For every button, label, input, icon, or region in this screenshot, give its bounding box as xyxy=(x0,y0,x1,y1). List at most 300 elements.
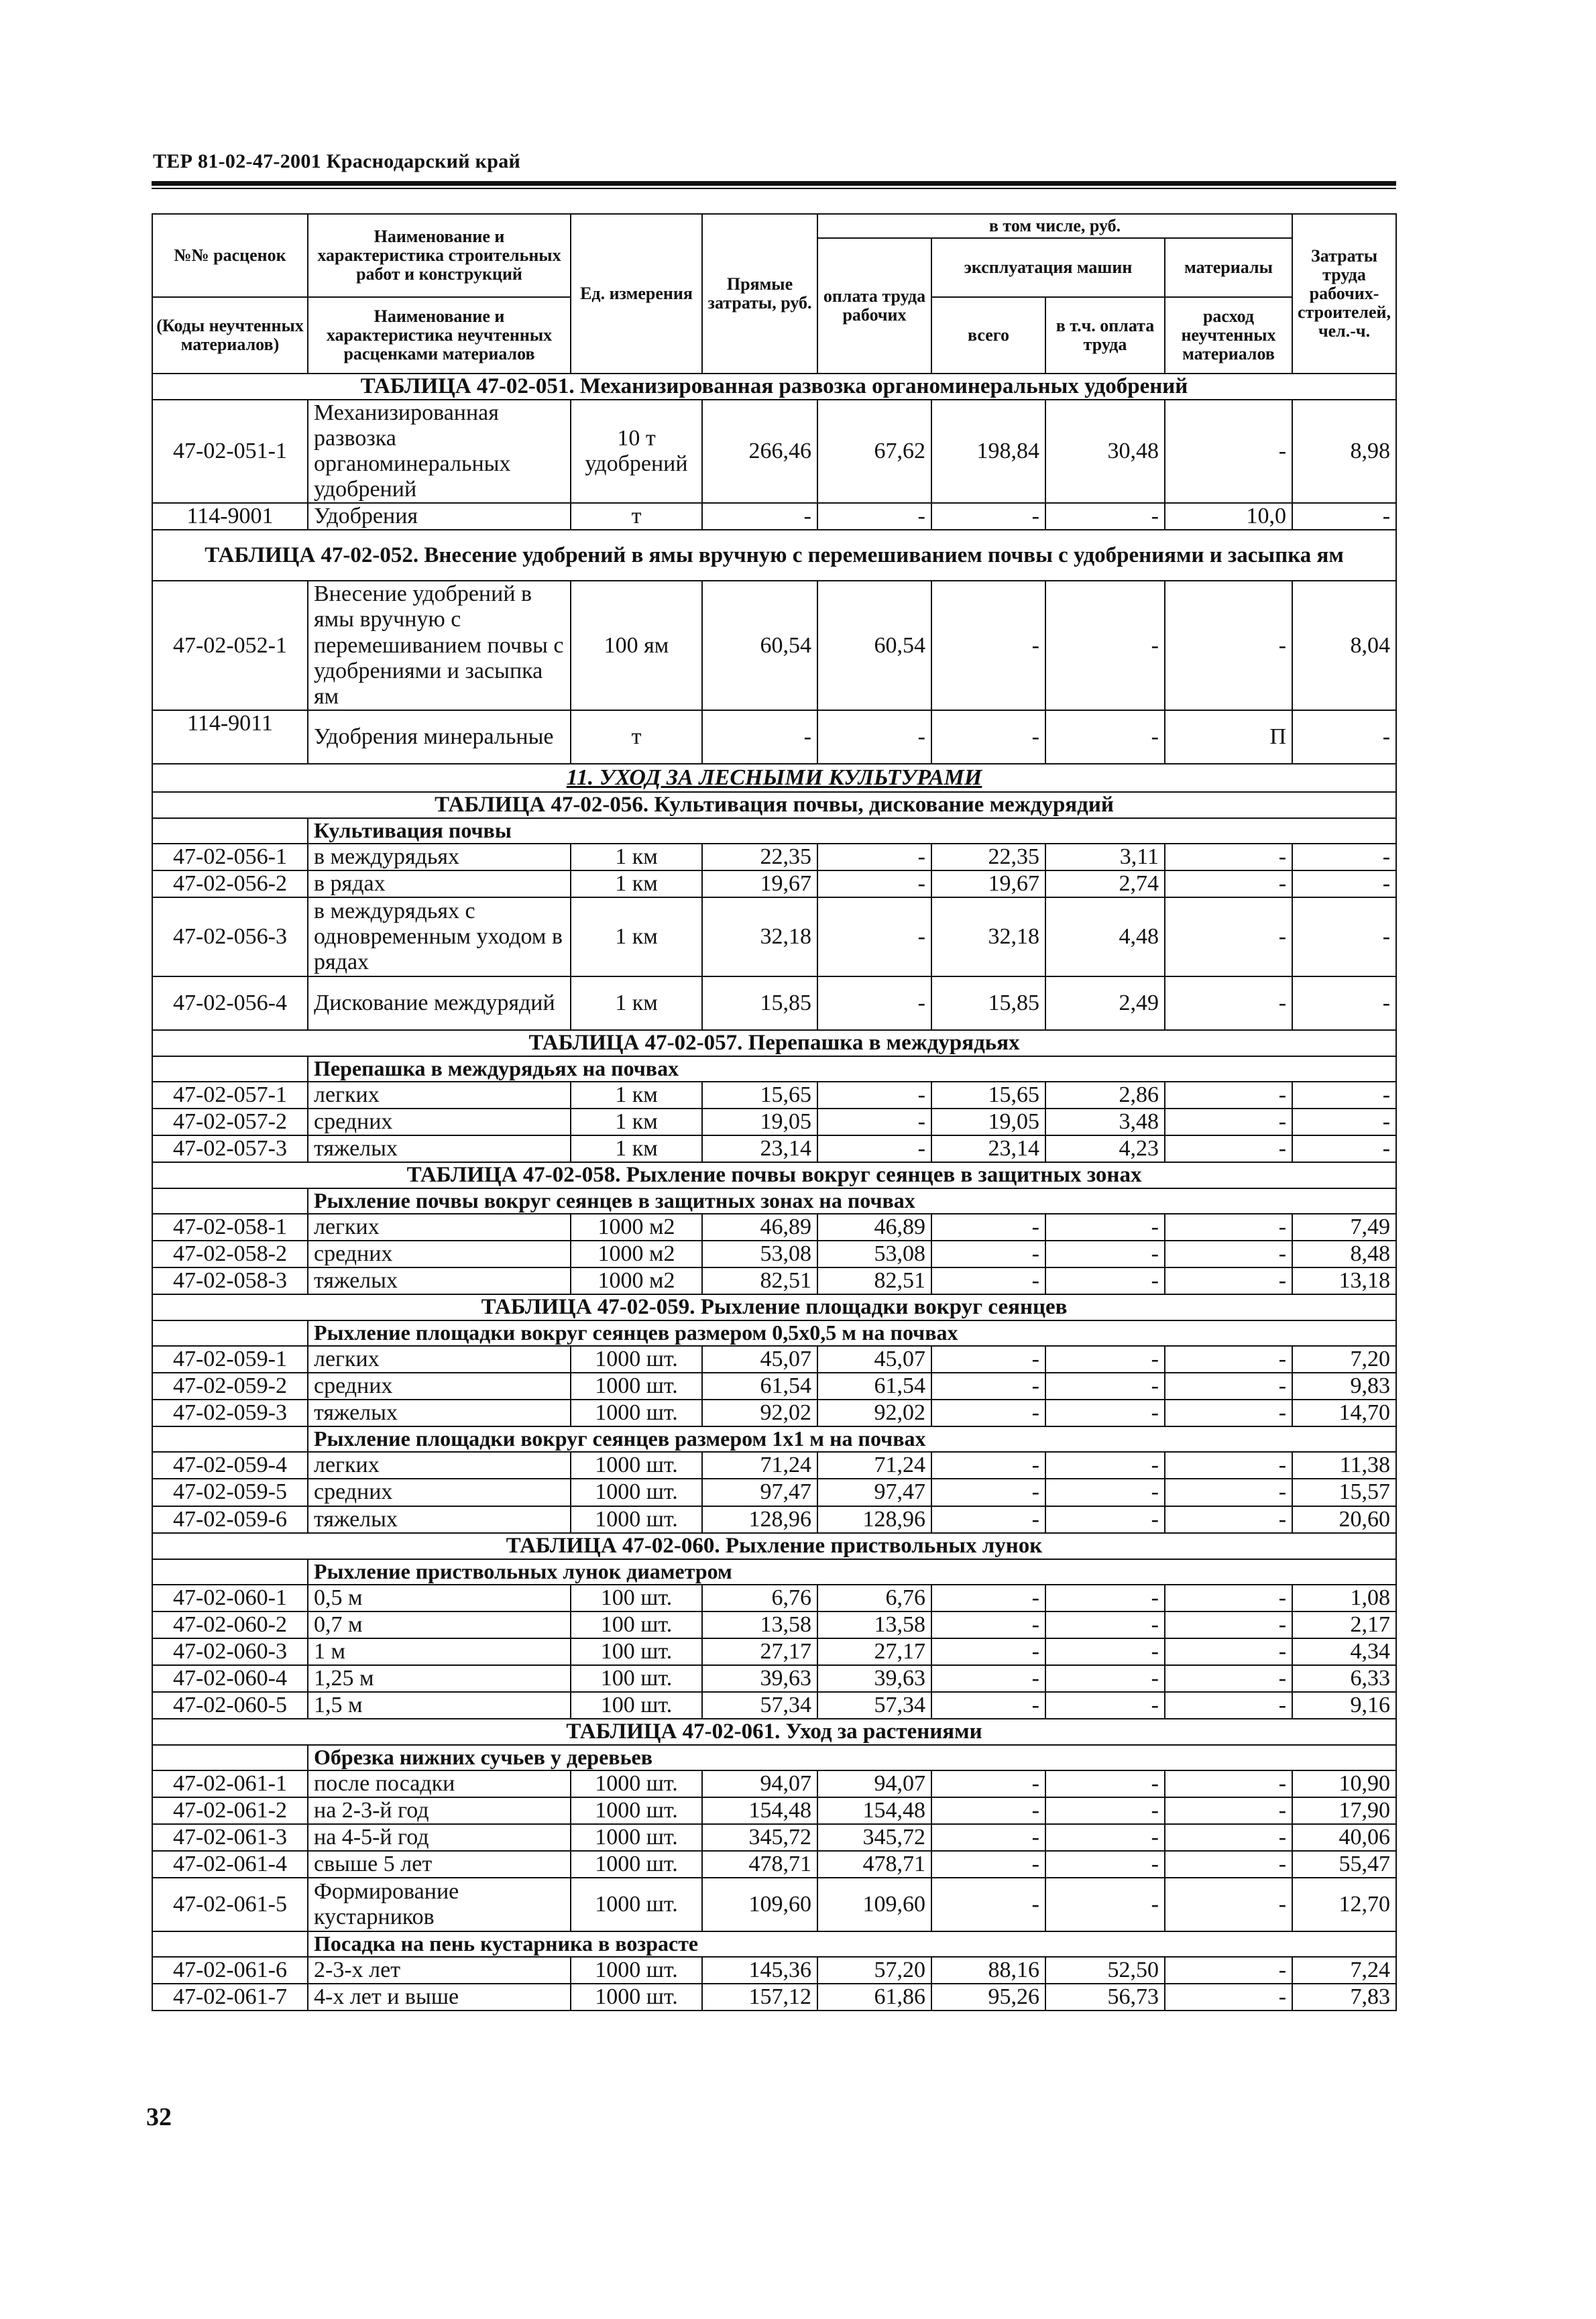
cell-mach-wage: - xyxy=(1045,1585,1165,1611)
cell-unit: 1000 шт. xyxy=(571,1770,702,1797)
cell-direct: 128,96 xyxy=(702,1506,817,1533)
header-direct-costs: Прямые затраты, руб. xyxy=(702,214,817,374)
table-row xyxy=(152,581,1396,710)
cell-mach: 198,84 xyxy=(931,400,1045,503)
group-code-cell xyxy=(152,1188,308,1214)
cell-mach: - xyxy=(931,1824,1045,1851)
cell-direct: 45,07 xyxy=(702,1346,817,1373)
cell-mach: - xyxy=(931,1267,1045,1294)
cell-code: 47-02-061-7 xyxy=(152,1984,308,2011)
cell-unit: 1000 шт. xyxy=(571,1452,702,1479)
cell-code: 47-02-061-2 xyxy=(152,1797,308,1824)
cell-labor: 20,60 xyxy=(1292,1506,1396,1533)
table-row xyxy=(152,1479,1396,1506)
cell-name: Удобрения минеральные xyxy=(308,710,571,764)
cell-direct: 15,85 xyxy=(702,976,817,1030)
table-row xyxy=(152,1692,1396,1719)
table-row xyxy=(152,1797,1396,1824)
cell-unit: 1000 шт. xyxy=(571,1373,702,1400)
cell-code: 47-02-061-1 xyxy=(152,1770,308,1797)
cell-mach: - xyxy=(931,710,1045,764)
cell-name: Дискование междурядий xyxy=(308,976,571,1030)
cell-unit: 1000 м2 xyxy=(571,1241,702,1267)
cell-code: 47-02-058-1 xyxy=(152,1214,308,1241)
cell-code: 47-02-059-2 xyxy=(152,1373,308,1400)
cell-mach: - xyxy=(931,1797,1045,1824)
cell-name: Удобрения xyxy=(308,503,571,530)
cell-labor: - xyxy=(1292,1082,1396,1109)
section-title: 11. УХОД ЗА ЛЕСНЫМИ КУЛЬТУРАМИ xyxy=(152,764,1396,792)
cell-unit: 1000 шт. xyxy=(571,1797,702,1824)
group-title: Посадка на пень кустарника в возрасте xyxy=(308,1931,1396,1957)
cell-name: средних xyxy=(308,1373,571,1400)
header-machine-total: всего xyxy=(931,297,1045,374)
cell-mach-wage: - xyxy=(1045,710,1165,764)
cell-labor: 8,48 xyxy=(1292,1241,1396,1267)
cell-labor: - xyxy=(1292,1109,1396,1135)
cell-wage: - xyxy=(817,976,931,1030)
header-materials: материалы xyxy=(1165,238,1292,297)
cell-mat: - xyxy=(1165,1851,1292,1878)
table-title: ТАБЛИЦА 47-02-056. Культивация почвы, дискование междурядий xyxy=(152,792,1396,818)
table-row xyxy=(152,1452,1396,1479)
table-body xyxy=(152,374,1396,2011)
cell-mach-wage: - xyxy=(1045,1506,1165,1533)
cell-mach-wage: 4,48 xyxy=(1045,897,1165,976)
cell-mach: - xyxy=(931,1585,1045,1611)
group-code-cell xyxy=(152,1056,308,1082)
cell-mat: - xyxy=(1165,844,1292,870)
table-title: ТАБЛИЦА 47-02-057. Перепашка в междурядьях xyxy=(152,1030,1396,1056)
cell-mach-wage: 2,86 xyxy=(1045,1082,1165,1109)
header-materials-sub: расход неучтенных материалов xyxy=(1165,297,1292,374)
cell-mat: - xyxy=(1165,976,1292,1030)
cell-name: на 2-3-й год xyxy=(308,1797,571,1824)
cell-mat: - xyxy=(1165,897,1292,976)
cell-mach-wage: - xyxy=(1045,1611,1165,1638)
cell-name: тяжелых xyxy=(308,1400,571,1426)
table-row xyxy=(152,503,1396,530)
cell-unit: 100 шт. xyxy=(571,1585,702,1611)
group-code-cell xyxy=(152,1320,308,1346)
cell-wage: 6,76 xyxy=(817,1585,931,1611)
table-row xyxy=(152,400,1396,503)
cell-direct: 32,18 xyxy=(702,897,817,976)
cell-direct: 61,54 xyxy=(702,1373,817,1400)
cell-unit: 1000 шт. xyxy=(571,1984,702,2011)
cell-wage: - xyxy=(817,1109,931,1135)
cell-mat: - xyxy=(1165,1611,1292,1638)
cell-direct: 345,72 xyxy=(702,1824,817,1851)
cell-labor: 8,98 xyxy=(1292,400,1396,503)
cell-mat: - xyxy=(1165,1770,1292,1797)
cell-mach: - xyxy=(931,1452,1045,1479)
cell-mach: - xyxy=(931,503,1045,530)
cell-name: 4-х лет и выше xyxy=(308,1984,571,2011)
cell-unit: 100 шт. xyxy=(571,1611,702,1638)
cell-mat: - xyxy=(1165,1797,1292,1824)
cell-code: 47-02-056-2 xyxy=(152,870,308,897)
cell-labor: 55,47 xyxy=(1292,1851,1396,1878)
cell-unit: 100 шт. xyxy=(571,1692,702,1719)
cell-mach: - xyxy=(931,1400,1045,1426)
cell-mach: - xyxy=(931,1479,1045,1506)
cell-mach: 23,14 xyxy=(931,1135,1045,1162)
cell-direct: 15,65 xyxy=(702,1082,817,1109)
group-title: Рыхление площадки вокруг сеянцев размером 0,5х0,5 м на почвах xyxy=(308,1320,1396,1346)
group-title: Перепашка в междурядьях на почвах xyxy=(308,1056,1396,1082)
cell-unit: 1 км xyxy=(571,897,702,976)
cell-unit: 1000 шт. xyxy=(571,1400,702,1426)
cell-wage: 27,17 xyxy=(817,1638,931,1665)
cell-mach: - xyxy=(931,1241,1045,1267)
cell-mach-wage: 2,49 xyxy=(1045,976,1165,1030)
cell-mach-wage: - xyxy=(1045,1851,1165,1878)
cell-wage: - xyxy=(817,1082,931,1109)
cell-unit: 1000 м2 xyxy=(571,1267,702,1294)
cell-wage: 57,34 xyxy=(817,1692,931,1719)
cell-mach-wage: 2,74 xyxy=(1045,870,1165,897)
cell-direct: 109,60 xyxy=(702,1878,817,1931)
cell-wage: 53,08 xyxy=(817,1241,931,1267)
cell-mat: П xyxy=(1165,710,1292,764)
cell-wage: 154,48 xyxy=(817,1797,931,1824)
cell-wage: 13,58 xyxy=(817,1611,931,1638)
group-code-cell xyxy=(152,818,308,844)
cell-mach-wage: 4,23 xyxy=(1045,1135,1165,1162)
table-row xyxy=(152,870,1396,897)
cell-unit: 1 км xyxy=(571,870,702,897)
cell-code: 47-02-059-1 xyxy=(152,1346,308,1373)
cell-direct: 57,34 xyxy=(702,1692,817,1719)
cell-direct: 39,63 xyxy=(702,1665,817,1692)
cell-labor: - xyxy=(1292,503,1396,530)
cell-mach-wage: - xyxy=(1045,1241,1165,1267)
cell-labor: - xyxy=(1292,897,1396,976)
group-code-cell xyxy=(152,1559,308,1585)
cell-mach: 88,16 xyxy=(931,1957,1045,1984)
group-title: Рыхление почвы вокруг сеянцев в защитных зонах на почвах xyxy=(308,1188,1396,1214)
cell-direct: 60,54 xyxy=(702,581,817,710)
cell-code: 47-02-057-2 xyxy=(152,1109,308,1135)
cell-unit: 1 км xyxy=(571,844,702,870)
cell-mat: - xyxy=(1165,1878,1292,1931)
cell-name: свыше 5 лет xyxy=(308,1851,571,1878)
cell-code: 47-02-061-6 xyxy=(152,1957,308,1984)
cell-name: легких xyxy=(308,1082,571,1109)
cell-direct: 6,76 xyxy=(702,1585,817,1611)
cell-name: 1 м xyxy=(308,1638,571,1665)
table-title: ТАБЛИЦА 47-02-060. Рыхление приствольных лунок xyxy=(152,1533,1396,1559)
table-title: ТАБЛИЦА 47-02-061. Уход за растениями xyxy=(152,1719,1396,1745)
cell-labor: 10,90 xyxy=(1292,1770,1396,1797)
cell-mach-wage: - xyxy=(1045,1479,1165,1506)
cell-labor: 2,17 xyxy=(1292,1611,1396,1638)
cell-labor: - xyxy=(1292,844,1396,870)
cell-wage: 97,47 xyxy=(817,1479,931,1506)
header-rule-thin xyxy=(152,188,1396,189)
table-title: ТАБЛИЦА 47-02-058. Рыхление почвы вокруг сеянцев в защитных зонах xyxy=(152,1162,1396,1188)
cell-unit: 1000 м2 xyxy=(571,1214,702,1241)
cell-mat: - xyxy=(1165,1373,1292,1400)
table-row xyxy=(152,1214,1396,1241)
cell-wage: 57,20 xyxy=(817,1957,931,1984)
cell-direct: 23,14 xyxy=(702,1135,817,1162)
cell-mach-wage: 3,11 xyxy=(1045,844,1165,870)
cell-labor: - xyxy=(1292,710,1396,764)
group-title: Культивация почвы xyxy=(308,818,1396,844)
cell-name: легких xyxy=(308,1346,571,1373)
cell-name: в междурядьях с одновременным уходом в рядах xyxy=(308,897,571,976)
cell-code: 47-02-059-4 xyxy=(152,1452,308,1479)
cell-code: 114-9011 xyxy=(152,710,308,764)
cell-unit: 1 км xyxy=(571,1135,702,1162)
cell-mach: - xyxy=(931,1373,1045,1400)
cell-mat: - xyxy=(1165,1214,1292,1241)
cell-direct: 154,48 xyxy=(702,1797,817,1824)
cell-labor: 14,70 xyxy=(1292,1400,1396,1426)
cell-wage: - xyxy=(817,870,931,897)
cell-mach: - xyxy=(931,1692,1045,1719)
header-including: в том числе, руб. xyxy=(817,214,1292,238)
cell-mat: - xyxy=(1165,1241,1292,1267)
cell-name: в рядах xyxy=(308,870,571,897)
cell-wage: 39,63 xyxy=(817,1665,931,1692)
cell-mat: - xyxy=(1165,400,1292,503)
cell-unit: 1000 шт. xyxy=(571,1346,702,1373)
cell-mat: - xyxy=(1165,1506,1292,1533)
cell-mach: - xyxy=(931,1214,1045,1241)
cell-mach-wage: - xyxy=(1045,1346,1165,1373)
header-labor: Затраты труда рабочих-строителей, чел.-ч. xyxy=(1292,214,1396,374)
cell-code: 47-02-060-1 xyxy=(152,1585,308,1611)
cell-unit: т xyxy=(571,503,702,530)
cell-name: 2-3-х лет xyxy=(308,1957,571,1984)
cell-name: Внесение удобрений в ямы вручную с перемешиванием почвы с удобрениями и засыпка ям xyxy=(308,581,571,710)
cell-mat: - xyxy=(1165,581,1292,710)
cell-labor: 15,57 xyxy=(1292,1479,1396,1506)
cell-code: 47-02-059-3 xyxy=(152,1400,308,1426)
cell-mach-wage: - xyxy=(1045,1770,1165,1797)
cell-mach-wage: 52,50 xyxy=(1045,1957,1165,1984)
cell-direct: 13,58 xyxy=(702,1611,817,1638)
cell-name: 0,5 м xyxy=(308,1585,571,1611)
table-row xyxy=(152,1135,1396,1162)
cell-wage: 128,96 xyxy=(817,1506,931,1533)
cell-wage: 345,72 xyxy=(817,1824,931,1851)
cell-direct: 22,35 xyxy=(702,844,817,870)
cell-mat: - xyxy=(1165,1638,1292,1665)
cell-wage: 478,71 xyxy=(817,1851,931,1878)
cell-labor: 11,38 xyxy=(1292,1452,1396,1479)
table-row xyxy=(152,1585,1396,1611)
cell-unit: 1000 шт. xyxy=(571,1957,702,1984)
cell-mach: 19,67 xyxy=(931,870,1045,897)
cell-unit: 100 ям xyxy=(571,581,702,710)
header-machine: эксплуатация машин xyxy=(931,238,1165,297)
group-code-cell xyxy=(152,1426,308,1452)
cell-mach-wage: - xyxy=(1045,1878,1165,1931)
header-wage: оплата труда рабочих xyxy=(817,238,931,374)
cell-code: 47-02-056-3 xyxy=(152,897,308,976)
table-row xyxy=(152,1109,1396,1135)
cell-mach: - xyxy=(931,1878,1045,1931)
cell-unit: 1 км xyxy=(571,1082,702,1109)
header-code-bottom: (Коды неучтенных материалов) xyxy=(152,297,308,374)
cell-code: 47-02-056-1 xyxy=(152,844,308,870)
cell-labor: 4,34 xyxy=(1292,1638,1396,1665)
cell-direct: - xyxy=(702,503,817,530)
cell-mach: - xyxy=(931,1638,1045,1665)
cell-mach: 32,18 xyxy=(931,897,1045,976)
cell-wage: - xyxy=(817,710,931,764)
cell-unit: т xyxy=(571,710,702,764)
cell-code: 47-02-057-1 xyxy=(152,1082,308,1109)
cell-wage: - xyxy=(817,503,931,530)
cell-mach-wage: - xyxy=(1045,1214,1165,1241)
cell-wage: 71,24 xyxy=(817,1452,931,1479)
page-header: ТЕР 81-02-47-2001 Краснодарский край xyxy=(153,150,521,172)
table-row xyxy=(152,1400,1396,1426)
header-machine-wage: в т.ч. оплата труда xyxy=(1045,297,1165,374)
cell-mach: 15,65 xyxy=(931,1082,1045,1109)
cell-name: тяжелых xyxy=(308,1135,571,1162)
cell-wage: 45,07 xyxy=(817,1346,931,1373)
cell-code: 47-02-060-2 xyxy=(152,1611,308,1638)
cell-wage: 61,86 xyxy=(817,1984,931,2011)
cell-wage: - xyxy=(817,844,931,870)
cell-name: в междурядьях xyxy=(308,844,571,870)
cell-direct: 97,47 xyxy=(702,1479,817,1506)
cell-name: на 4-5-й год xyxy=(308,1824,571,1851)
cell-mach: 19,05 xyxy=(931,1109,1045,1135)
cell-code: 47-02-056-4 xyxy=(152,976,308,1030)
cell-unit: 1000 шт. xyxy=(571,1878,702,1931)
cell-mach-wage: - xyxy=(1045,581,1165,710)
cell-labor: 9,83 xyxy=(1292,1373,1396,1400)
cell-unit: 1 км xyxy=(571,976,702,1030)
cell-code: 47-02-059-6 xyxy=(152,1506,308,1533)
cell-mat: - xyxy=(1165,870,1292,897)
cell-mat: - xyxy=(1165,1452,1292,1479)
cell-code: 47-02-060-5 xyxy=(152,1692,308,1719)
group-title: Рыхление приствольных лунок диаметром xyxy=(308,1559,1396,1585)
cell-mat: - xyxy=(1165,1585,1292,1611)
cell-labor: 40,06 xyxy=(1292,1824,1396,1851)
cell-mach-wage: - xyxy=(1045,1400,1165,1426)
table-row xyxy=(152,1082,1396,1109)
cell-mat: - xyxy=(1165,1267,1292,1294)
cell-unit: 1000 шт. xyxy=(571,1851,702,1878)
table-row xyxy=(152,710,1396,764)
cell-code: 47-02-058-2 xyxy=(152,1241,308,1267)
cell-name: средних xyxy=(308,1479,571,1506)
cell-unit: 10 т удобрений xyxy=(571,400,702,503)
table-row xyxy=(152,1638,1396,1665)
cell-direct: 157,12 xyxy=(702,1984,817,2011)
header-name: Наименование и характеристика строительных работ и конструкций xyxy=(308,214,571,297)
cell-mat: - xyxy=(1165,1135,1292,1162)
cell-code: 47-02-060-3 xyxy=(152,1638,308,1665)
table-row xyxy=(152,1346,1396,1373)
cell-direct: 46,89 xyxy=(702,1214,817,1241)
cell-direct: 145,36 xyxy=(702,1957,817,1984)
cell-unit: 1 км xyxy=(571,1109,702,1135)
cell-mach: - xyxy=(931,1346,1045,1373)
group-code-cell xyxy=(152,1745,308,1770)
cell-mat: - xyxy=(1165,1400,1292,1426)
cell-direct: 82,51 xyxy=(702,1267,817,1294)
cell-labor: 6,33 xyxy=(1292,1665,1396,1692)
cell-name: 1,5 м xyxy=(308,1692,571,1719)
cell-wage: - xyxy=(817,1135,931,1162)
cell-direct: - xyxy=(702,710,817,764)
cell-direct: 94,07 xyxy=(702,1770,817,1797)
cell-code: 47-02-057-3 xyxy=(152,1135,308,1162)
table-row xyxy=(152,1506,1396,1533)
cell-labor: 13,18 xyxy=(1292,1267,1396,1294)
cell-mach-wage: - xyxy=(1045,1692,1165,1719)
cell-labor: 9,16 xyxy=(1292,1692,1396,1719)
table-row xyxy=(152,1267,1396,1294)
cell-direct: 92,02 xyxy=(702,1400,817,1426)
cell-name: тяжелых xyxy=(308,1267,571,1294)
table-header xyxy=(152,214,1396,374)
table-title: ТАБЛИЦА 47-02-051. Механизированная развозка органоминеральных удобрений xyxy=(152,374,1396,400)
header-rule xyxy=(152,181,1396,186)
cell-name: после посадки xyxy=(308,1770,571,1797)
cell-code: 47-02-051-1 xyxy=(152,400,308,503)
cell-direct: 478,71 xyxy=(702,1851,817,1878)
table-row xyxy=(152,844,1396,870)
cell-name: 0,7 м xyxy=(308,1611,571,1638)
cell-mat: - xyxy=(1165,1824,1292,1851)
cell-name: легких xyxy=(308,1214,571,1241)
page-number: 32 xyxy=(146,2103,172,2131)
cell-labor: 7,83 xyxy=(1292,1984,1396,2011)
cell-code: 47-02-060-4 xyxy=(152,1665,308,1692)
table-title: ТАБЛИЦА 47-02-052. Внесение удобрений в ямы вручную с перемешиванием почвы с удобрениями и засыпка ям xyxy=(152,530,1396,581)
header-code: №№ расценок xyxy=(152,214,308,297)
cell-mach: - xyxy=(931,581,1045,710)
cell-name: тяжелых xyxy=(308,1506,571,1533)
cell-code: 47-02-052-1 xyxy=(152,581,308,710)
table-row xyxy=(152,1824,1396,1851)
cell-labor: 7,24 xyxy=(1292,1957,1396,1984)
cell-labor: 7,20 xyxy=(1292,1346,1396,1373)
cell-name: Механизированная развозка органоминеральных удобрений xyxy=(308,400,571,503)
cell-code: 47-02-059-5 xyxy=(152,1479,308,1506)
cell-labor: 7,49 xyxy=(1292,1214,1396,1241)
cell-labor: 8,04 xyxy=(1292,581,1396,710)
cell-wage: 94,07 xyxy=(817,1770,931,1797)
header-unit: Ед. измерения xyxy=(571,214,702,374)
cell-direct: 71,24 xyxy=(702,1452,817,1479)
cell-mat: - xyxy=(1165,1109,1292,1135)
cell-labor: - xyxy=(1292,870,1396,897)
cell-code: 47-02-061-4 xyxy=(152,1851,308,1878)
group-title: Обрезка нижних сучьев у деревьев xyxy=(308,1745,1396,1770)
cell-code: 114-9001 xyxy=(152,503,308,530)
cell-wage: 46,89 xyxy=(817,1214,931,1241)
cell-direct: 53,08 xyxy=(702,1241,817,1267)
cell-mat: - xyxy=(1165,1082,1292,1109)
cell-wage: - xyxy=(817,897,931,976)
cell-wage: 92,02 xyxy=(817,1400,931,1426)
cell-mat: - xyxy=(1165,1692,1292,1719)
table-row xyxy=(152,1957,1396,1984)
cell-mach-wage: - xyxy=(1045,503,1165,530)
